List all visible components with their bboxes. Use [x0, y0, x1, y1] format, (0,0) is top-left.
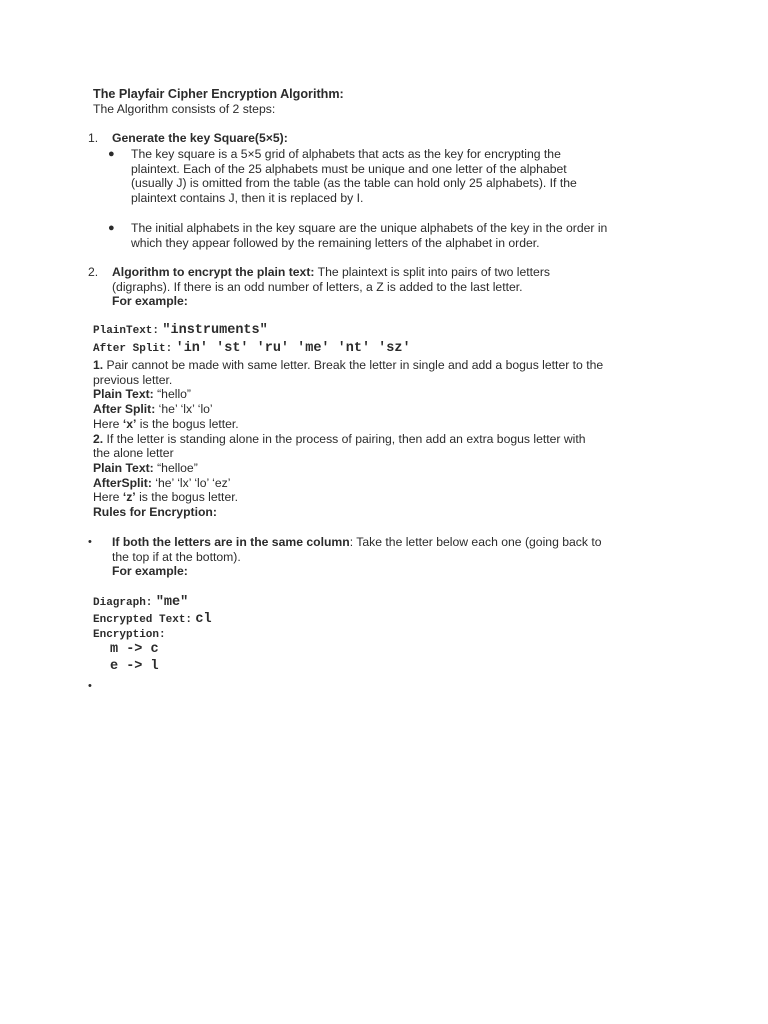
rules-text [93, 358, 603, 520]
text-line: (usually J) is omitted from the table (as the table can hold only 25 alphabets). If the [131, 176, 577, 191]
rule1-tail: is the bogus letter. [136, 416, 239, 431]
code-label: After Split: [93, 343, 173, 355]
rule2-split-label: AfterSplit: [93, 475, 152, 490]
code-after-split-line [93, 340, 411, 357]
rule2-number: 2. [93, 431, 104, 446]
rule2-here: Here [93, 490, 123, 505]
code-plaintext-line [93, 322, 268, 339]
code-label: Encrypted Text: [93, 614, 193, 626]
code-mapping: m -> c [110, 642, 159, 657]
code-mapping: e -> l [110, 659, 159, 674]
column-rule-heading: If both the letters are in the same column [112, 535, 350, 549]
example-label: For example: [112, 294, 188, 309]
document-title: The Playfair Cipher Encryption Algorithm: [93, 87, 344, 101]
rule2-split-value: ‘he’ ‘lx’ ‘lo’ ‘ez’ [151, 475, 231, 490]
code-label: Diagraph: [93, 597, 153, 609]
code-label: PlainText: [93, 325, 160, 337]
code-diagraph-line [93, 594, 188, 611]
rule1-split-label: After Split: [93, 402, 156, 417]
step2-line1: The plaintext is split into pairs of two letters [314, 265, 550, 279]
rule2-line1: If the letter is standing alone in the process of pairing, then add an extra bogus letter with [103, 431, 586, 446]
rule1-line1: Pair cannot be made with same letter. Break the letter in single and add a bogus letter to the [103, 358, 604, 372]
code-value: "instruments" [162, 323, 268, 338]
code-encryption-label: Encryption: [93, 629, 166, 641]
bullet-icon: ● [108, 222, 115, 234]
code-value: 'in' 'st' 'ru' 'me' 'nt' 'sz' [175, 341, 411, 356]
rules-heading: Rules for Encryption: [93, 505, 217, 520]
bullet-icon: • [88, 680, 92, 692]
rule1-line2: previous letter. [93, 372, 173, 387]
column-rule-text [112, 535, 602, 579]
rule2-tail: is the bogus letter. [135, 490, 238, 505]
rule2-plain-label: Plain Text: [93, 460, 154, 475]
example-label: For example: [112, 564, 188, 579]
text-line: The initial alphabets in the key square are the unique alphabets of the key in the order in [131, 221, 608, 235]
step1-heading: Generate the key Square(5×5): [112, 131, 288, 145]
rule1-bogus: ‘x’ [122, 416, 137, 431]
step2-line2: (digraphs). If there is an odd number of letters, a Z is added to the last letter. [112, 279, 523, 294]
step1-bullet1-text [131, 147, 577, 206]
step1-number: 1. [88, 131, 99, 145]
rule1-split-value: ‘he’ ‘lx’ ‘lo’ [155, 402, 213, 417]
rule1-number: 1. [93, 358, 104, 372]
code-encrypted-line [93, 611, 212, 628]
code-value: "me" [155, 595, 189, 610]
step1-bullet2-text [131, 221, 607, 250]
intro-text: The Algorithm consists of 2 steps: [93, 102, 276, 116]
bullet-icon: • [88, 536, 92, 548]
step2-text [112, 265, 550, 309]
column-rule-line2: the top if at the bottom). [112, 549, 241, 564]
step2-heading: Algorithm to encrypt the plain text: [112, 265, 315, 279]
step2-number: 2. [88, 265, 99, 279]
rule1-plain-label: Plain Text: [93, 387, 154, 402]
bullet-icon: ● [108, 148, 115, 160]
rule2-bogus: ‘z’ [122, 490, 136, 505]
rule2-line2: the alone letter [93, 446, 174, 461]
code-value: cl [195, 612, 212, 627]
text-line: plaintext. Each of the 25 alphabets must be unique and one letter of the alphabet [131, 161, 567, 176]
text-line: which they appear followed by the remaining letters of the alphabet in order. [131, 235, 540, 250]
text-line: plaintext contains J, then it is replaced by I. [131, 191, 364, 206]
rule1-plain-value: “hello” [153, 387, 191, 402]
column-rule-line1: : Take the letter below each one (going back to [349, 535, 602, 549]
rule2-plain-value: “helloe” [153, 460, 198, 475]
rule1-here: Here [93, 416, 123, 431]
text-line: The key square is a 5×5 grid of alphabets that acts as the key for encrypting the [131, 147, 561, 161]
